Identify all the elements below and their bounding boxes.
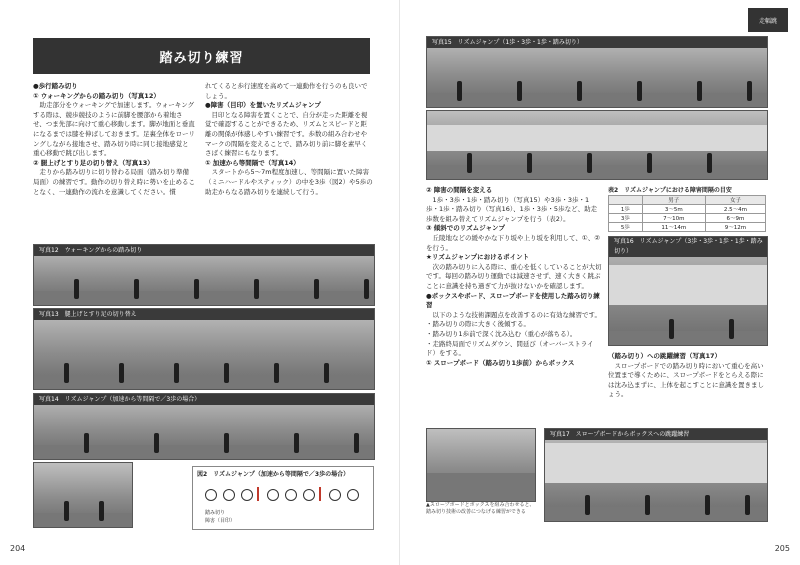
table-2 — [608, 195, 766, 232]
photo-17-label: 写真17 スロープボードからボックスへの跳躍練習 — [545, 429, 767, 440]
left-col2-paragraph: ① 加速から等間隔で（写真14） — [205, 158, 300, 167]
page-number-left: 204 — [10, 544, 26, 553]
right-col1-paragraph: ① スロープボード（踏み切り1歩前）からボックス — [426, 358, 575, 367]
page-number-right: 205 — [774, 544, 790, 553]
right-col1-paragraph: 1歩・3歩・1歩・踏み切り（写真15）や3歩・3歩・1歩・1歩・踏み切り（写真16）、1歩・3歩・5歩など、助走歩数を組み替えてリズムジャンプを行う（表2）。 — [426, 195, 598, 223]
table-2-row — [609, 223, 766, 232]
photo-15-label: 写真15 リズムジャンプ（1歩・3歩・1歩・踏み切り） — [427, 37, 767, 48]
right-col1-paragraph: ・踏み切りの際に大きく後傾する。 — [426, 320, 530, 329]
photo-13-label: 写真13 腿上げとすり足の切り替え — [34, 309, 374, 320]
figure-2-title: 図2 リズムジャンプ（加速から等間隔で／3歩の場合） — [197, 471, 350, 478]
right-col1-paragraph: ③ 傾斜でのリズムジャンプ — [426, 224, 506, 233]
page-title: 踏み切り練習 — [33, 38, 370, 74]
table-2-title: 表2 リズムジャンプにおける障害間隔の目安 — [608, 187, 732, 194]
table-2-cell: 6〜9m — [705, 214, 765, 223]
right-text-column-1 — [426, 186, 602, 368]
right-col1-paragraph: 次の踏み切りに入る際に、重心を低くしていることが大切です。毎回の踏み切り運動では減速させず、速く大きく跳ぶことに意識を持ち過ぎて力が抜けないかを確認します。 — [426, 262, 602, 290]
table-2-header: 女子 — [705, 196, 765, 205]
right-col1-paragraph: ・走路終局面でリズムダウン、間延び（オーバーストライド）をする。 — [426, 339, 594, 358]
photo-14-label: 写真14 リズムジャンプ（加速から等間隔で／3歩の場合） — [34, 394, 374, 405]
table-2-header: 男子 — [642, 196, 705, 205]
table-2-cell: 9〜12m — [705, 223, 765, 232]
right-col1-paragraph: ★リズムジャンプにおけるポイント — [426, 253, 530, 262]
right-col1-paragraph: 以下のような技術課題点を改善するのに有効な練習です。 — [426, 310, 601, 319]
left-text-column-2 — [205, 82, 373, 197]
photo-16 — [608, 236, 768, 346]
left-col1-paragraph: ① ウォーキングからの踏み切り（写真12） — [33, 91, 160, 100]
left-col1-paragraph: 走りから踏み切りに切り替わる局面（踏み切り準備局面）の練習です。動作の切り替え時に勢いを止めることなく、一連動作の流れを意識してください。慣 — [33, 168, 195, 196]
photo-15-bottom — [426, 110, 768, 180]
photo-14 — [33, 393, 375, 460]
table-2-cell: 7〜10m — [642, 214, 705, 223]
photo-17 — [544, 428, 768, 522]
table-2-cell: 5歩 — [609, 223, 643, 232]
left-col2-paragraph: 目印となる障害を置くことで、自分が走った距離を視覚で確認することができるため、リズムとスピードと距離の関係が体感しやすい練習です。歩数の組み合わせやマークの間隔を変えることで、踏み切り前に脚を素早くさばく練習にもなります。 — [205, 110, 368, 158]
table-2-cell: 2.5〜4m — [705, 205, 765, 214]
table-2-header — [609, 196, 643, 205]
photo-12 — [33, 244, 375, 306]
table-2-cell: 3〜5m — [642, 205, 705, 214]
left-col2-paragraph: ●障害（目印）を置いたリズムジャンプ — [205, 101, 321, 110]
table-2-row — [609, 205, 766, 214]
left-col2-paragraph: スタートから5〜7m程度加速し、等間隔に置いた障害（ミニハードルやスティック）の中を3歩（図2）や5歩の助走からなる踏み切りを連続して行う。 — [205, 168, 373, 196]
table-2-cell: 1歩 — [609, 205, 643, 214]
photo-box-caption: ▲スロープボードとボックスを組み合わせると、踏み切り技術の改善につなげる練習ができる — [426, 502, 535, 515]
left-col1-paragraph: 助走部分をウォーキングで加速します。ウォーキングする際は、競歩競技のように前脚を腰部から着地させ、つま先部に向けて重心移動します。脚が地面と垂直になるまでは膝を伸ばしておきます。足裏全体をローリングしながら接地させ、踏み切り時に同じ接地感覚と重心移動で跳び出します。 — [33, 101, 195, 158]
right-page — [400, 0, 800, 565]
left-col1-paragraph: ② 腿上げとすり足の切り替え（写真13） — [33, 158, 154, 167]
table-2-cell: 3歩 — [609, 214, 643, 223]
right-text-column-2 — [608, 352, 766, 400]
photo-16-label: 写真16 リズムジャンプ（3歩・3歩・1歩・1歩・踏み切り） — [609, 237, 767, 257]
figure-2 — [192, 466, 374, 530]
photo-12-label: 写真12 ウォーキングからの踏み切り — [34, 245, 374, 256]
figure-2-legend-2: 障害（目印） — [205, 518, 236, 524]
photo-13 — [33, 308, 375, 390]
table-2-cell: 11〜14m — [642, 223, 705, 232]
right-col1-paragraph: 丘陵地などの緩やかな下り坂や上り坂を利用して、①、②を行う。 — [426, 233, 601, 252]
right-col1-paragraph: ●ボックスやボード、スロープボードを使用した踏み切り練習 — [426, 291, 600, 310]
figure-2-legend: 踏み切り — [205, 510, 226, 516]
right-col2-paragraph: スロープボードでの踏み切り時において重心を高い位置まで導くために、スロープボードをとらえる際には沈み込まずに、上体を起こすことに意識を置きましょう。 — [608, 361, 764, 399]
right-col2-paragraph: （踏み切り）への跳躍練習（写真17） — [608, 352, 722, 360]
left-col2-paragraph: れてくると歩行速度を高めて一連動作を行うのも良いでしょう。 — [205, 82, 368, 100]
photo-box — [426, 428, 536, 502]
left-col1-paragraph: ●歩行踏み切り — [33, 82, 78, 90]
section-tab: 走幅跳 — [748, 8, 788, 32]
right-col1-paragraph: ・踏み切り1歩前で深く沈み込む（重心が落ちる）。 — [426, 329, 577, 338]
table-2-row — [609, 214, 766, 223]
photo-14-inset — [33, 462, 133, 528]
left-text-column-1 — [33, 82, 195, 197]
right-col1-paragraph: ② 障害の間隔を変える — [426, 186, 493, 194]
photo-15-top — [426, 36, 768, 108]
